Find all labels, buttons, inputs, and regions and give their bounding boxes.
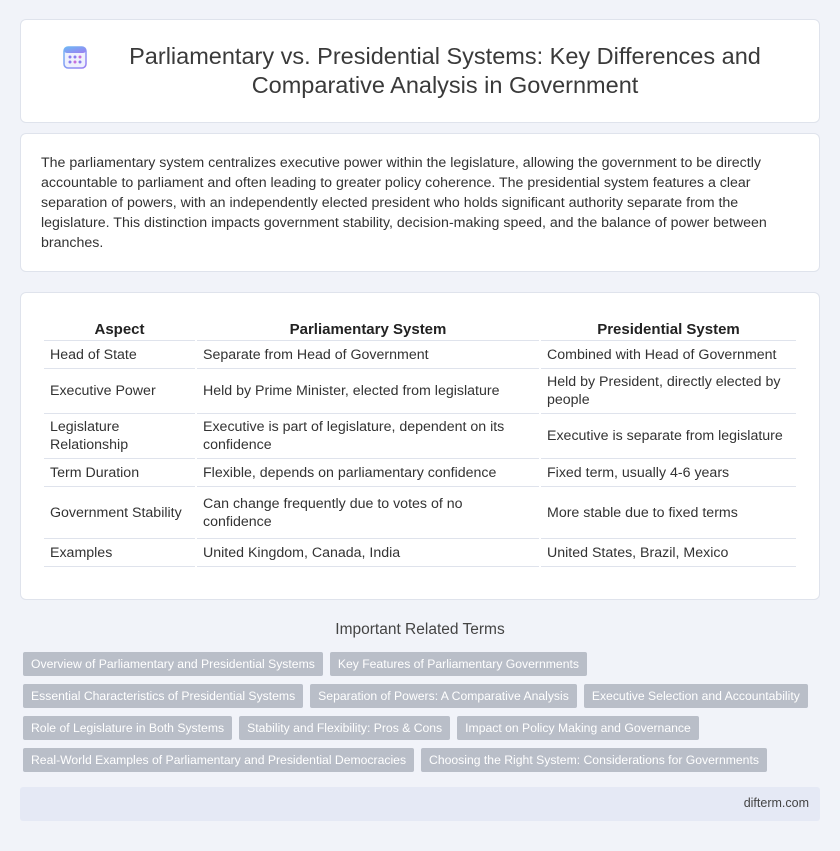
table-cell: Flexible, depends on parliamentary confidence	[197, 459, 539, 487]
table-cell: Can change frequently due to votes of no confidence	[197, 487, 539, 539]
related-term-tag[interactable]: Role of Legislature in Both Systems	[23, 716, 232, 740]
related-term-tag[interactable]: Stability and Flexibility: Pros & Cons	[239, 716, 450, 740]
intro-paragraph: The parliamentary system centralizes executive power within the legislature, allowing the government to be directly accountable to parliament and often leading to greater policy coherence. The presidential system features a clear separation of powers, with an independently elected president who holds significant authority separate from the legislature. This distinction impacts government stability, decision-making speed, and the balance of power between branches.	[41, 155, 767, 251]
related-term-tag[interactable]: Impact on Policy Making and Governance	[457, 716, 699, 740]
table-cell: More stable due to fixed terms	[541, 487, 796, 539]
table-cell: Separate from Head of Government	[197, 341, 539, 369]
table-cell: Held by President, directly elected by people	[541, 369, 796, 414]
related-term-tag[interactable]: Overview of Parliamentary and Presidential Systems	[23, 652, 323, 676]
table-cell: United States, Brazil, Mexico	[541, 539, 796, 567]
table-cell: Legislature Relationship	[44, 414, 195, 459]
related-term-tag[interactable]: Key Features of Parliamentary Governments	[330, 652, 587, 676]
header-card	[20, 19, 820, 123]
table-row	[44, 487, 796, 539]
column-header-aspect: Aspect	[44, 311, 195, 341]
related-term-tag[interactable]: Real-World Examples of Parliamentary and Presidential Democracies	[23, 748, 414, 772]
related-terms-list	[23, 652, 823, 780]
tag-row	[23, 652, 823, 676]
footer	[20, 787, 820, 821]
related-term-tag[interactable]: Essential Characteristics of Presidential Systems	[23, 684, 303, 708]
column-header-parliamentary: Parliamentary System	[197, 311, 539, 341]
table-cell: Fixed term, usually 4-6 years	[541, 459, 796, 487]
table-cell: Executive is separate from legislature	[541, 414, 796, 459]
related-terms-heading: Important Related Terms	[335, 621, 505, 638]
related-term-tag[interactable]: Choosing the Right System: Considerations for Governments	[421, 748, 767, 772]
table-cell: Combined with Head of Government	[541, 341, 796, 369]
tag-row	[23, 748, 823, 772]
table-row	[44, 414, 796, 459]
table-cell: Examples	[44, 539, 195, 567]
footer-site-name[interactable]: difterm.com	[743, 796, 809, 810]
table-cell: United Kingdom, Canada, India	[197, 539, 539, 567]
related-term-tag[interactable]: Separation of Powers: A Comparative Analysis	[310, 684, 577, 708]
comparison-table	[42, 311, 798, 567]
calendar-icon	[61, 43, 89, 71]
table-row	[44, 341, 796, 369]
related-term-tag[interactable]: Executive Selection and Accountability	[584, 684, 808, 708]
table-row	[44, 459, 796, 487]
column-header-presidential: Presidential System	[541, 311, 796, 341]
table-cell: Head of State	[44, 341, 195, 369]
tag-row	[23, 716, 823, 740]
page-title: Parliamentary vs. Presidential Systems: Key Differences and Comparative Analysis in Government	[129, 43, 761, 98]
comparison-table-card	[20, 292, 820, 600]
table-header-row	[44, 311, 796, 341]
table-row	[44, 369, 796, 414]
intro-card	[20, 133, 820, 272]
tag-row	[23, 684, 823, 708]
table-cell: Term Duration	[44, 459, 195, 487]
table-cell: Executive is part of legislature, dependent on its confidence	[197, 414, 539, 459]
table-cell: Government Stability	[44, 487, 195, 539]
table-cell: Held by Prime Minister, elected from legislature	[197, 369, 539, 414]
table-cell: Executive Power	[44, 369, 195, 414]
table-row	[44, 539, 796, 567]
